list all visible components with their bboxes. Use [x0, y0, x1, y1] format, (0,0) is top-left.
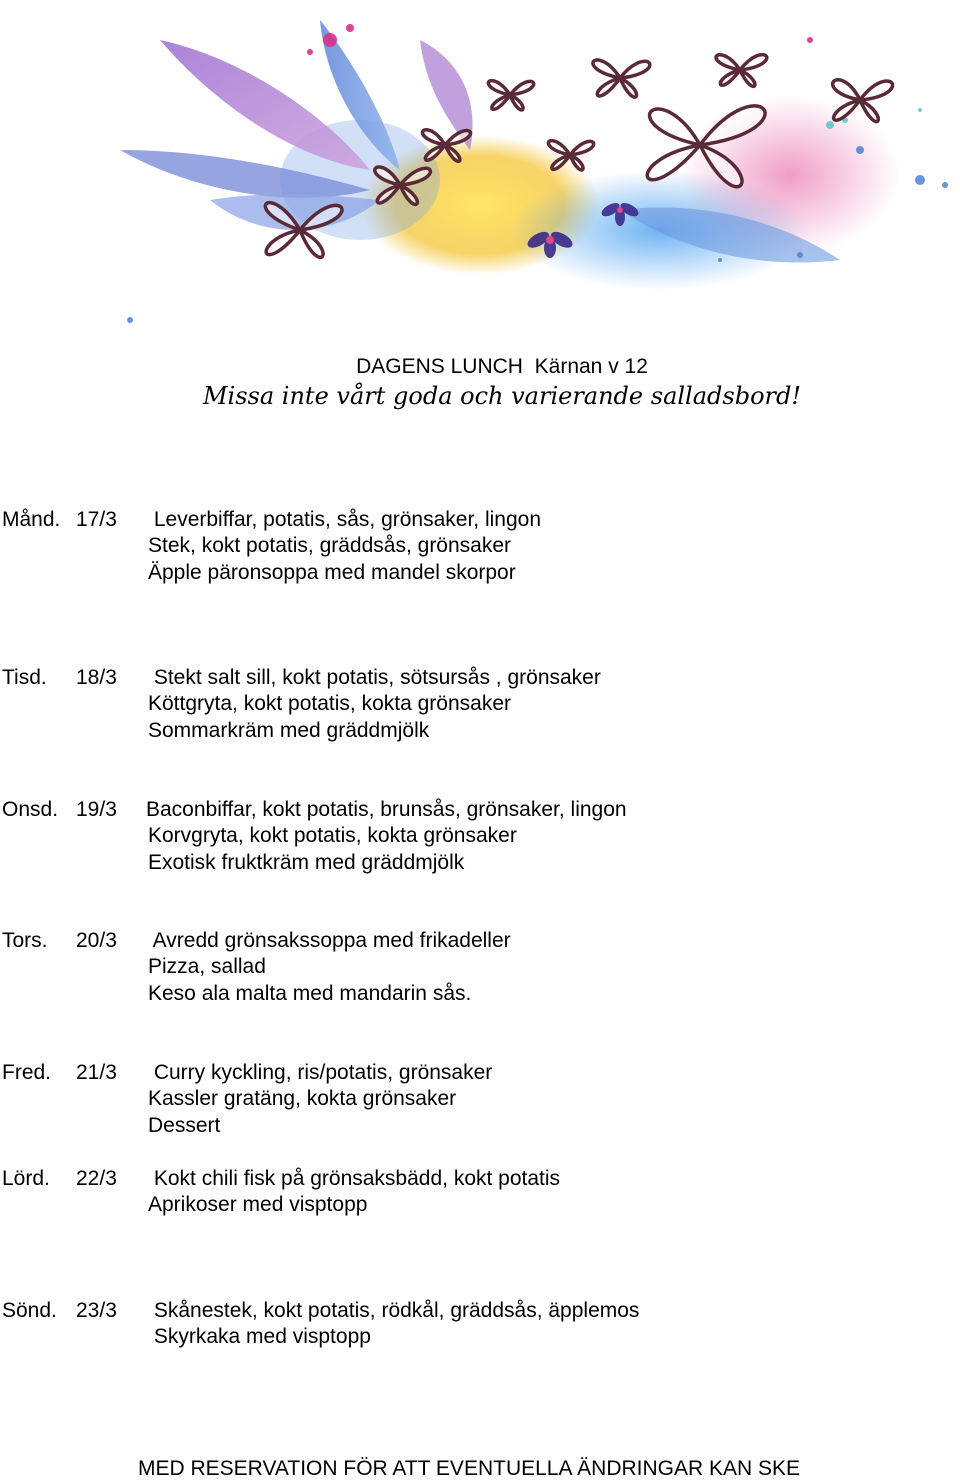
page-title: DAGENS LUNCH Kärnan v 12: [356, 355, 648, 378]
dish-item: Kokt chili fisk på grönsaksbädd, kokt potatis: [148, 1167, 561, 1190]
page-subtitle: Missa inte vårt goda och varierande salladsbord!: [202, 382, 802, 410]
footer-disclaimer: MED RESERVATION FÖR ATT EVENTUELLA ÄNDRINGAR KAN SKE: [138, 1457, 801, 1480]
dish-list: [148, 665, 601, 744]
dish-item: Aprikoser med visptopp: [148, 1193, 368, 1217]
dish-item: Leverbiffar, potatis, sås, grönsaker, lingon: [148, 508, 542, 531]
dish-list: [148, 928, 511, 1007]
day-date: 22/3: [76, 1167, 117, 1190]
day-name: Onsd.: [2, 798, 59, 821]
day-name: Tors.: [2, 929, 48, 952]
dish-item: Skånestek, kokt potatis, rödkål, gräddsås, äpplemos: [148, 1299, 640, 1322]
day-date: 18/3: [76, 666, 117, 689]
dish-list: [148, 1060, 492, 1139]
dish-item: Baconbiffar, kokt potatis, brunsås, grönsaker, lingon: [146, 798, 627, 821]
flower-splash-icon: [100, 0, 960, 330]
dish-item: Äpple päronsoppa med mandel skorpor: [148, 560, 516, 584]
day-date: 23/3: [76, 1299, 117, 1322]
dish-item: Curry kyckling, ris/potatis, grönsaker: [148, 1061, 493, 1084]
dish-item: Stekt salt sill, kokt potatis, sötsursås , grönsaker: [148, 666, 601, 689]
dish-item: Stek, kokt potatis, gräddsås, grönsaker: [148, 534, 512, 558]
day-name: Fred.: [2, 1061, 52, 1084]
dish-item: Kassler gratäng, kokta grönsaker: [148, 1087, 457, 1111]
day-name: Lörd.: [2, 1167, 50, 1190]
dish-item: Pizza, sallad: [148, 955, 266, 979]
day-name: Månd.: [2, 508, 61, 531]
dish-item: Exotisk fruktkräm med gräddmjölk: [148, 850, 465, 874]
dish-item: Dessert: [148, 1113, 221, 1137]
dish-list: [148, 1298, 639, 1351]
dish-item: Sommarkräm med gräddmjölk: [148, 718, 430, 742]
day-date: 17/3: [76, 508, 117, 531]
day-date: 21/3: [76, 1061, 117, 1084]
day-date: 19/3: [76, 798, 117, 821]
dish-item: Köttgryta, kokt potatis, kokta grönsaker: [148, 692, 512, 716]
dish-item: Avredd grönsakssoppa med frikadeller: [148, 929, 511, 952]
day-name: Tisd.: [2, 666, 47, 689]
dish-item: Korvgryta, kokt potatis, kokta grönsaker: [148, 824, 517, 848]
dish-list: [148, 507, 541, 586]
dish-list: [148, 1166, 560, 1219]
day-name: Sönd.: [2, 1299, 57, 1322]
dish-item: Skyrkaka med visptopp: [148, 1325, 371, 1349]
day-date: 20/3: [76, 929, 117, 952]
dish-list: [148, 797, 627, 876]
dish-item: Keso ala malta med mandarin sås.: [148, 981, 472, 1005]
